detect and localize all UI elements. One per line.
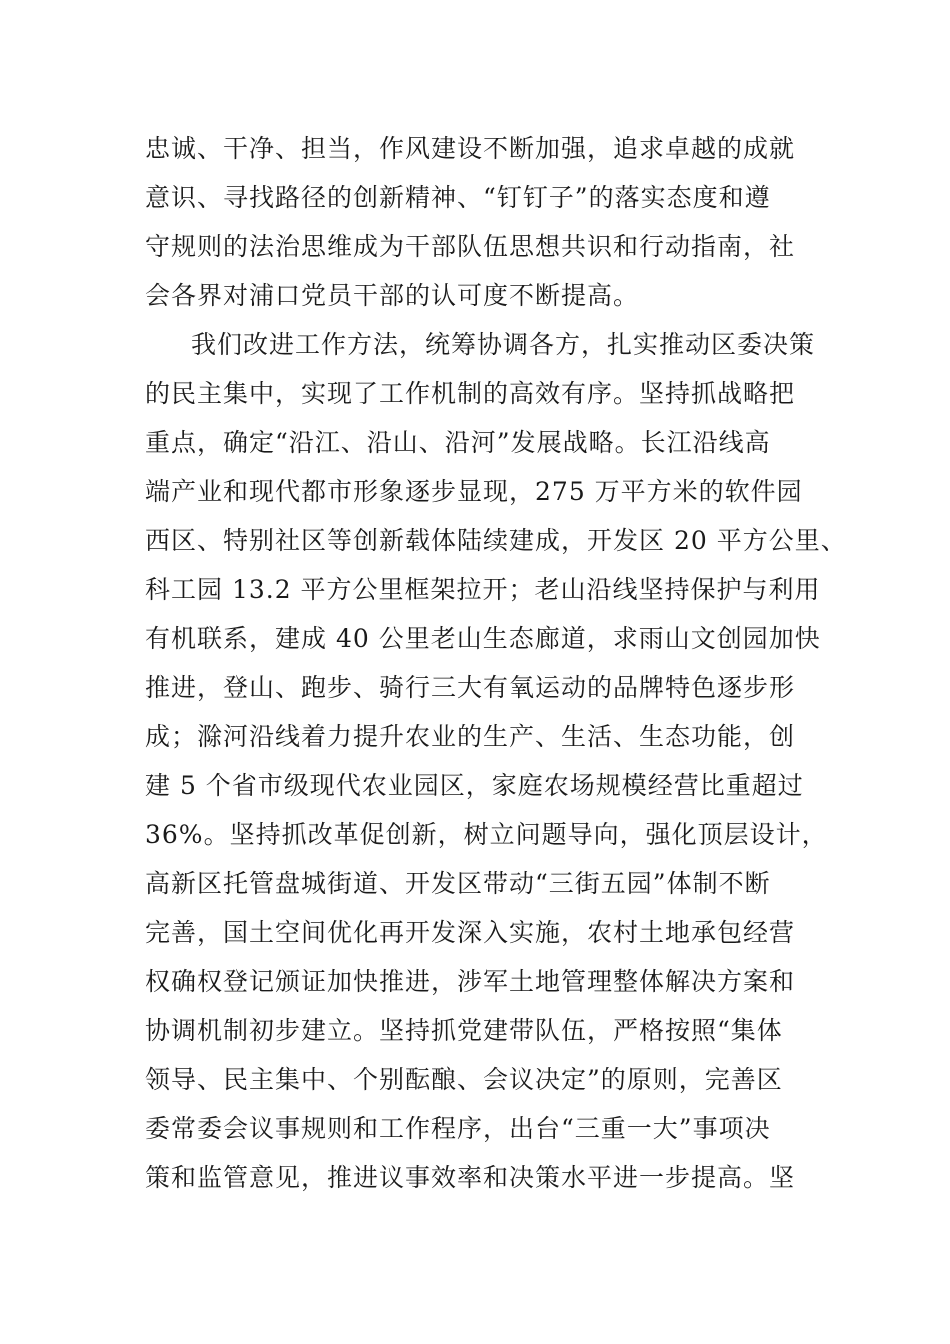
text-line: 守规则的法治思维成为干部队伍思想共识和行动指南，社 [145, 232, 796, 261]
text-line: 建 5 个省市级现代农业园区，家庭农场规模经营比重超过 [145, 771, 804, 800]
text-line: 重点，确定“沿江、沿山、沿河”发展战略。长江沿线高 [145, 428, 771, 457]
text-line: 权确权登记颁证加快推进，涉军土地管理整体解决方案和 [145, 967, 796, 996]
body-text [145, 124, 845, 1202]
text-line: 西区、特别社区等创新载体陆续建成，开发区 20 平方公里、 [145, 526, 847, 555]
text-line: 忠诚、干净、担当，作风建设不断加强，追求卓越的成就 [145, 134, 796, 163]
text-line: 委常委会议事规则和工作程序，出台“三重一大”事项决 [145, 1114, 771, 1143]
text-line: 36%。坚持抓改革促创新，树立问题导向，强化顶层设计， [145, 820, 828, 849]
text-line: 协调机制初步建立。坚持抓党建带队伍，严格按照“集体 [145, 1016, 783, 1045]
text-line: 意识、寻找路径的创新精神、“钉钉子”的落实态度和遵 [145, 183, 771, 212]
text-line: 策和监管意见，推进议事效率和决策水平进一步提高。坚 [145, 1163, 796, 1192]
text-line: 会各界对浦口党员干部的认可度不断提高。 [145, 281, 640, 310]
text-line: 端产业和现代都市形象逐步显现，275 万平方米的软件园 [145, 477, 803, 506]
text-line: 科工园 13.2 平方公里框架拉开；老山沿线坚持保护与利用 [145, 575, 821, 604]
text-line: 成；滁河沿线着力提升农业的生产、生活、生态功能，创 [145, 722, 796, 751]
paragraph-2 [145, 320, 845, 1202]
paragraph-1 [145, 124, 845, 320]
text-line: 高新区托管盘城街道、开发区带动“三街五园”体制不断 [145, 869, 771, 898]
text-line: 完善，国土空间优化再开发深入实施，农村土地承包经营 [145, 918, 796, 947]
text-line: 我们改进工作方法，统筹协调各方，扎实推动区委决策 [191, 330, 816, 359]
text-line: 有机联系，建成 40 公里老山生态廊道，求雨山文创园加快 [145, 624, 821, 653]
text-line: 的民主集中，实现了工作机制的高效有序。坚持抓战略把 [145, 379, 796, 408]
text-line: 领导、民主集中、个别酝酿、会议决定”的原则，完善区 [145, 1065, 783, 1094]
text-line: 推进，登山、跑步、骑行三大有氧运动的品牌特色逐步形 [145, 673, 796, 702]
